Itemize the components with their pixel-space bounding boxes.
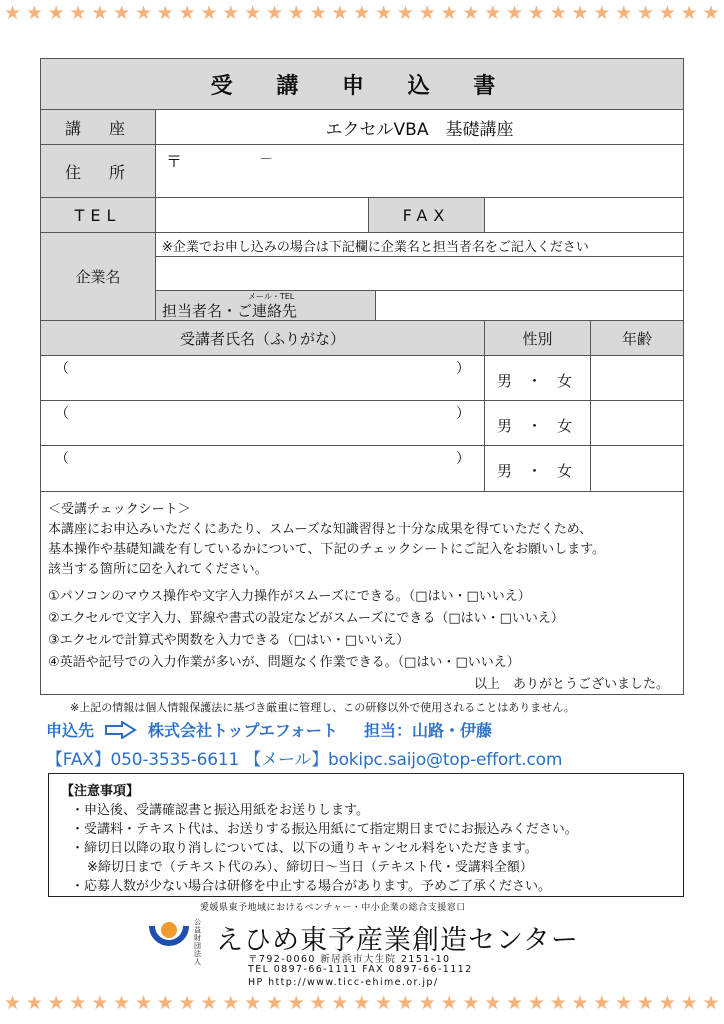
star-icon: ★	[484, 2, 502, 24]
apply-person: 担当：山路・伊藤	[363, 721, 492, 740]
star-icon: ★	[462, 992, 480, 1014]
star-icon: ★	[637, 992, 655, 1014]
star-icon: ★	[440, 2, 458, 24]
checksheet-intro-3: 該当する箇所に☑を入れてください。	[48, 562, 268, 577]
star-icon: ★	[134, 992, 153, 1014]
tel-label: TEL	[74, 205, 122, 225]
company-label: 企業名	[75, 268, 121, 286]
star-icon: ★	[265, 2, 283, 24]
star-icon: ★	[265, 992, 283, 1014]
course-label: 講 座	[64, 118, 131, 138]
star-icon: ★	[91, 992, 109, 1014]
star-icon: ★	[4, 2, 22, 24]
star-icon: ★	[375, 2, 393, 24]
star-icon: ★	[309, 992, 327, 1014]
contact-ruby: メール・TEL	[248, 292, 295, 301]
star-icon: ★	[418, 992, 436, 1014]
org-tel-fax: TEL 0897-66-1111 FAX 0897-66-1112	[248, 964, 473, 975]
contact-field[interactable]	[375, 290, 684, 321]
address-field[interactable]	[155, 144, 684, 198]
notice-line-3: ・締切日以降の取り消しについては、以下の通りキャンセル料をいただきます。	[71, 841, 538, 856]
star-icon: ★	[658, 2, 676, 24]
fax-email-line[interactable]: 【FAX】050-3535-6611 【メール】bokipc.saijo@top-effort.com	[46, 750, 563, 770]
contact-label: 担当者名・ご連絡先	[162, 302, 298, 320]
checksheet-heading: ＜受講チェックシート＞	[48, 502, 191, 517]
star-icon: ★	[244, 2, 262, 24]
apply-company: 株式会社トップエフォート	[148, 721, 338, 740]
star-icon: ★	[506, 992, 524, 1014]
notice-heading: 【注意事項】	[61, 784, 140, 799]
apply-to-line	[46, 718, 492, 741]
check-item-3[interactable]: ③エクセルで計算式や関数を入力できる（□はい・□いいえ）	[48, 633, 410, 648]
gender-select-3[interactable]	[484, 445, 591, 492]
star-icon: ★	[440, 992, 458, 1014]
tel-label-cell	[40, 197, 156, 233]
footer-tagline: 愛媛県東予地域におけるベンチャー・中小企業の総合支援窓口	[200, 903, 466, 913]
star-icon: ★	[680, 2, 698, 24]
star-icon: ★	[113, 992, 131, 1014]
star-icon: ★	[353, 2, 371, 24]
star-icon: ★	[25, 2, 43, 24]
attendee-name-field-3[interactable]	[40, 445, 485, 492]
star-icon: ★	[702, 992, 720, 1014]
star-icon: ★	[658, 992, 676, 1014]
attendee-header-cell	[40, 320, 485, 356]
star-icon: ★	[200, 2, 218, 24]
paren-close: ）	[456, 361, 470, 377]
gender-options: 男 ・ 女	[497, 417, 573, 435]
notice-box	[48, 773, 684, 897]
star-icon: ★	[178, 2, 196, 24]
star-icon: ★	[113, 2, 131, 24]
fax-field[interactable]	[484, 197, 684, 233]
star-icon: ★	[309, 2, 327, 24]
star-icon: ★	[222, 992, 240, 1014]
star-icon: ★	[91, 2, 109, 24]
star-icon: ★	[462, 2, 480, 24]
star-border-top	[0, 2, 724, 24]
star-icon: ★	[134, 2, 153, 24]
paren-close: ）	[456, 451, 470, 467]
checksheet-box	[40, 491, 684, 695]
star-icon: ★	[244, 992, 262, 1014]
notice-line-2: ・受講料・テキスト代は、お送りする振込用紙にて指定期日までにお振込みください。	[71, 822, 578, 837]
star-icon: ★	[156, 992, 174, 1014]
star-icon: ★	[47, 2, 65, 24]
star-icon: ★	[527, 2, 545, 24]
address-label-cell	[40, 144, 156, 198]
star-icon: ★	[615, 2, 633, 24]
star-icon: ★	[69, 2, 87, 24]
gender-header-cell	[484, 320, 591, 356]
star-icon: ★	[571, 992, 589, 1014]
fax-label: FAX	[402, 205, 451, 225]
form-title-cell	[40, 58, 684, 110]
org-hp[interactable]: HP http://www.ticc-ehime.or.jp/	[248, 977, 439, 988]
star-icon: ★	[287, 2, 305, 24]
gender-select-1[interactable]	[484, 355, 591, 401]
gender-options: 男 ・ 女	[497, 372, 573, 390]
star-icon: ★	[178, 992, 196, 1014]
check-item-2[interactable]: ②エクセルで文字入力、罫線や書式の設定などがスムーズにできる（□はい・□いいえ）	[48, 611, 564, 626]
age-field-2[interactable]	[590, 400, 684, 446]
star-icon: ★	[527, 992, 545, 1014]
gender-header: 性別	[522, 329, 553, 348]
star-icon: ★	[593, 992, 611, 1014]
postal-mark: 〒	[166, 152, 183, 171]
star-icon: ★	[593, 2, 611, 24]
star-icon: ★	[680, 992, 698, 1014]
star-icon: ★	[549, 2, 567, 24]
star-icon: ★	[287, 992, 305, 1014]
org-address: 〒792-0060 新居浜市大生院 2151-10	[248, 954, 451, 965]
star-icon: ★	[549, 992, 567, 1014]
checksheet-intro-1: 本講座にお申込みいただくにあたり、スムーズな知識習得と十分な成果を得ていただくため、	[48, 522, 593, 537]
fax-label-cell	[368, 197, 485, 233]
privacy-note: ※上記の情報は個人情報保護法に基づき厳重に管理し、この研修以外で使用されることはありません。	[70, 701, 575, 714]
gender-select-2[interactable]	[484, 400, 591, 446]
gender-options: 男 ・ 女	[497, 462, 573, 480]
company-label-cell	[40, 232, 156, 321]
notice-line-4: ※締切日まで（テキスト代のみ）、締切日～当日（テキスト代・受講料全額）	[87, 860, 533, 875]
age-field-1[interactable]	[590, 355, 684, 401]
star-icon: ★	[702, 2, 720, 24]
star-icon: ★	[25, 992, 43, 1014]
attendee-name-field-1[interactable]	[40, 355, 485, 401]
attendee-name-field-2[interactable]	[40, 400, 485, 446]
notice-line-5: ・応募人数が少ない場合は研修を中止する場合があります。予めご了承ください。	[71, 879, 551, 894]
star-icon: ★	[484, 992, 502, 1014]
star-border-bottom	[0, 992, 724, 1014]
checksheet-closing: 以上 ありがとうございました。	[473, 677, 669, 692]
org-logo	[146, 912, 192, 954]
paren-open: （	[55, 451, 69, 467]
contact-label-cell	[155, 290, 376, 321]
course-value: エクセルVBA 基礎講座	[325, 119, 514, 140]
age-field-3[interactable]	[590, 445, 684, 492]
star-icon: ★	[418, 2, 436, 24]
star-icon: ★	[331, 992, 349, 1014]
star-icon: ★	[47, 992, 65, 1014]
company-note: ※企業でお申し込みの場合は下記欄に企業名と担当者名をご記入ください	[162, 240, 589, 255]
check-item-1[interactable]: ①パソコンのマウス操作や文字入力操作がスムーズにできる。（□はい・□いいえ）	[48, 589, 531, 604]
company-name-field[interactable]	[155, 256, 684, 291]
star-icon: ★	[222, 2, 240, 24]
address-label: 住 所	[64, 162, 131, 182]
form-title: 受 講 申 込 書	[210, 73, 514, 99]
star-icon: ★	[396, 2, 414, 24]
arrow-right-icon	[104, 721, 138, 739]
star-icon: ★	[396, 992, 414, 1014]
company-note-cell	[155, 232, 684, 257]
star-icon: ★	[375, 992, 393, 1014]
age-header: 年齢	[621, 329, 652, 348]
star-icon: ★	[156, 2, 174, 24]
attendee-header: 受講者氏名（ふりがな）	[179, 329, 345, 348]
star-icon: ★	[69, 992, 87, 1014]
star-icon: ★	[506, 2, 524, 24]
age-header-cell	[590, 320, 684, 356]
org-logo-icon	[146, 912, 192, 954]
paren-open: （	[55, 406, 69, 422]
star-icon: ★	[353, 992, 371, 1014]
checksheet-intro-2: 基本操作や基礎知識を有しているかについて、下記のチェックシートにご記入をお願いします。	[48, 542, 606, 557]
postal-dash: －	[259, 152, 273, 168]
star-icon: ★	[571, 2, 589, 24]
org-name: えひめ東予産業創造センター	[216, 925, 579, 956]
course-label-cell	[40, 109, 156, 145]
course-value-cell	[155, 109, 684, 145]
tel-field[interactable]	[155, 197, 369, 233]
notice-line-1: ・申込後、受講確認書と振込用紙をお送りします。	[71, 803, 369, 818]
star-icon: ★	[637, 2, 655, 24]
check-item-4[interactable]: ④英語や記号での入力作業が多いが、問題なく作業できる。（□はい・□いいえ）	[48, 655, 520, 670]
paren-open: （	[55, 361, 69, 377]
star-icon: ★	[331, 2, 349, 24]
star-icon: ★	[4, 992, 22, 1014]
org-type: 公益財団法人	[194, 918, 201, 966]
star-icon: ★	[615, 992, 633, 1014]
star-icon: ★	[200, 992, 218, 1014]
apply-to-label: 申込先	[46, 721, 95, 740]
paren-close: ）	[456, 406, 470, 422]
